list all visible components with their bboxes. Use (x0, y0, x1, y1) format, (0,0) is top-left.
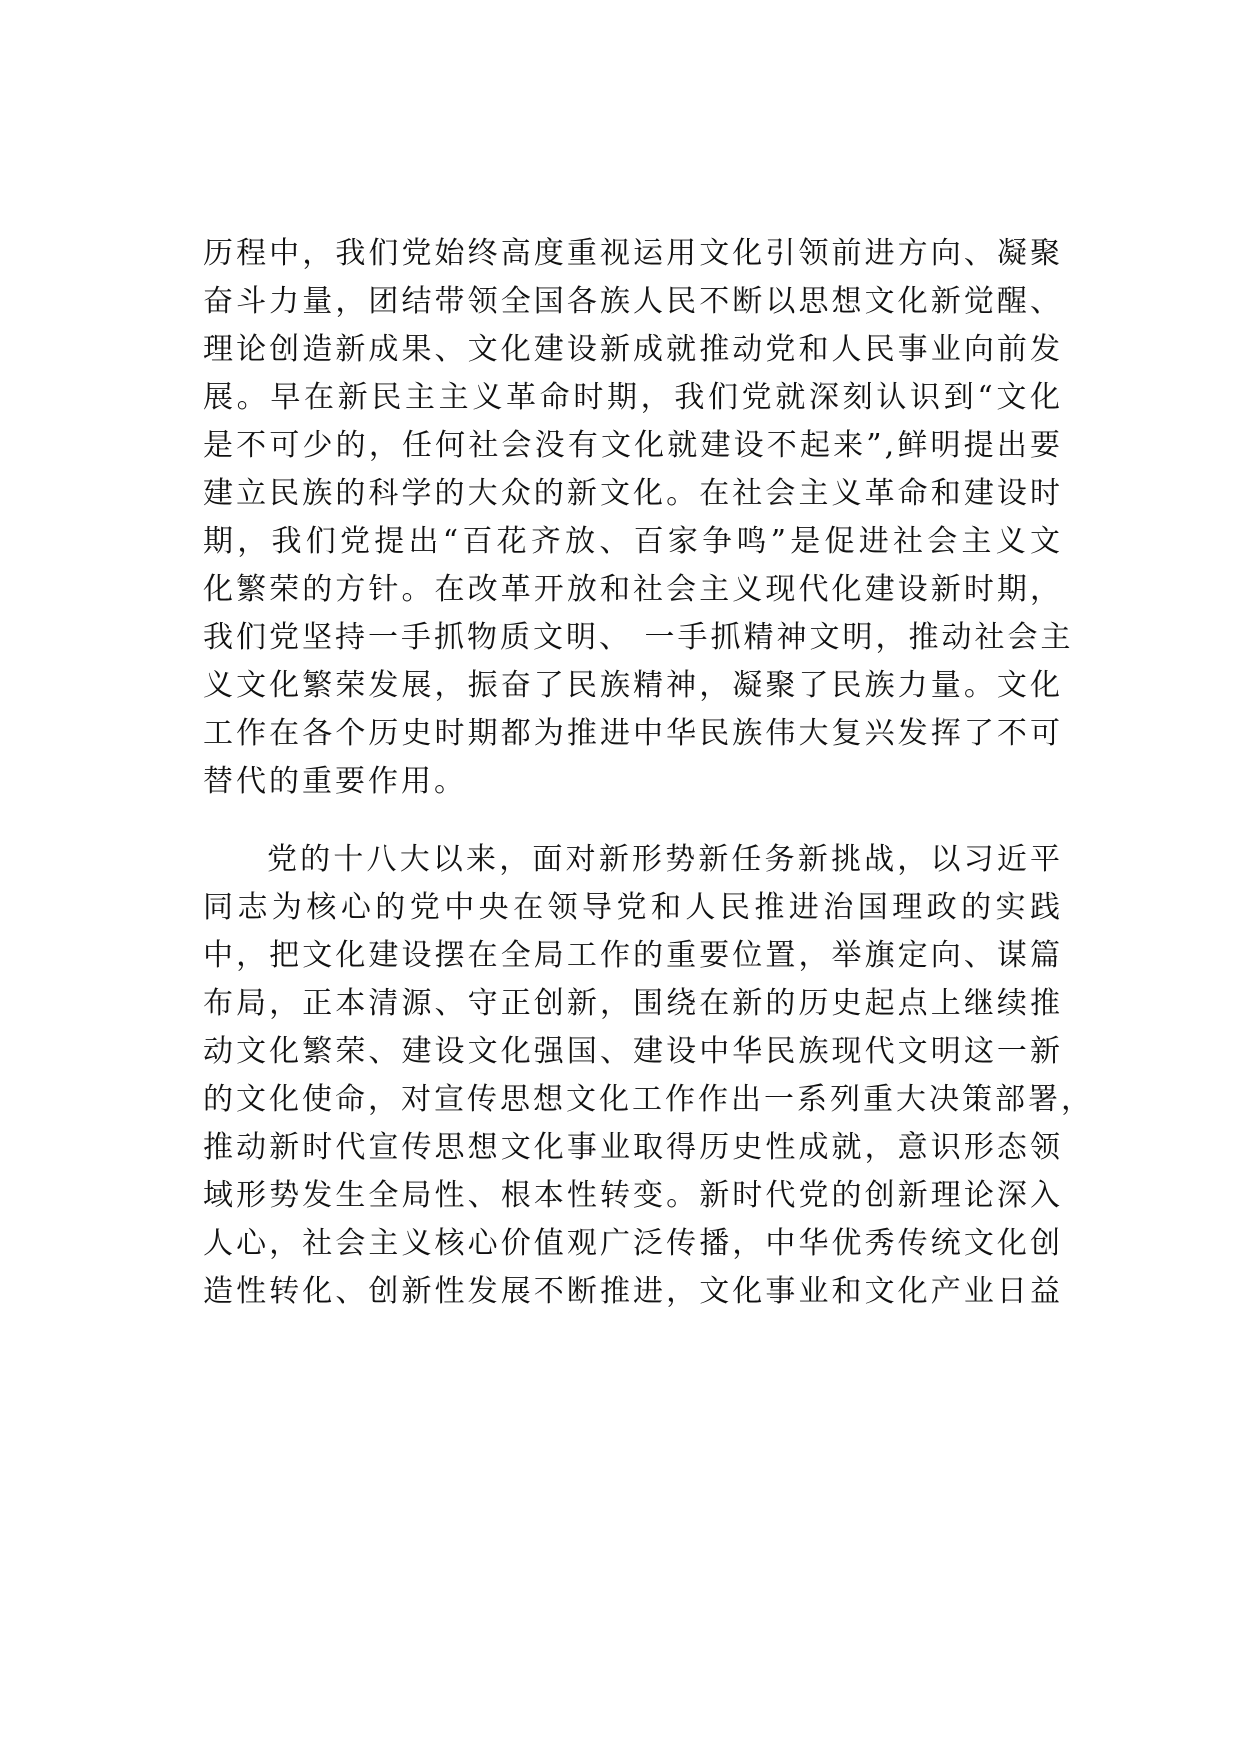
text-line: 推动新时代宣传思想文化事业取得历史性成就，意识形态领 (203, 1130, 1063, 1165)
body-paragraph-2 (203, 836, 1094, 1316)
text-line: 建立民族的科学的大众的新文化。在社会主义革命和建设时 (203, 476, 1063, 511)
text-line: 历程中，我们党始终高度重视运用文化引领前进方向、凝聚 (203, 236, 1063, 271)
text-line: 我们党坚持一手抓物质文明、 一手抓精神文明，推动社会主 (203, 620, 1074, 655)
text-line: 的文化使命，对宣传思想文化工作作出一系列重大决策部署， (203, 1082, 1094, 1117)
text-line: 期，我们党提出“百花齐放、百家争鸣”是促进社会主义文 (203, 524, 1063, 559)
text-line: 展。早在新民主主义革命时期，我们党就深刻认识到“文化 (203, 380, 1063, 415)
body-paragraph-1 (203, 230, 1074, 806)
text-line: 人心，社会主义核心价值观广泛传播，中华优秀传统文化创 (203, 1226, 1063, 1261)
text-line: 义文化繁荣发展，振奋了民族精神，凝聚了民族力量。文化 (203, 668, 1063, 703)
text-line: 同志为核心的党中央在领导党和人民推进治国理政的实践 (203, 890, 1063, 925)
text-line: 动文化繁荣、建设文化强国、建设中华民族现代文明这一新 (203, 1034, 1063, 1069)
text-line: 化繁荣的方针。在改革开放和社会主义现代化建设新时期， (203, 572, 1063, 607)
text-line: 域形势发生全局性、根本性转变。新时代党的创新理论深入 (203, 1178, 1063, 1213)
text-line: 奋斗力量，团结带领全国各族人民不断以思想文化新觉醒、 (203, 284, 1063, 319)
text-line: 理论创造新成果、文化建设新成就推动党和人民事业向前发 (203, 332, 1063, 367)
text-line: 替代的重要作用。 (203, 764, 467, 799)
text-line: 中，把文化建设摆在全局工作的重要位置，举旗定向、谋篇 (203, 938, 1063, 973)
text-line: 党的十八大以来，面对新形势新任务新挑战，以习近平 (267, 842, 1063, 877)
text-line: 布局，正本清源、守正创新，围绕在新的历史起点上继续推 (203, 986, 1063, 1021)
text-line: 工作在各个历史时期都为推进中华民族伟大复兴发挥了不可 (203, 716, 1063, 751)
text-line: 造性转化、创新性发展不断推进，文化事业和文化产业日益 (203, 1274, 1063, 1309)
text-line: 是不可少的，任何社会没有文化就建设不起来”,鲜明提出要 (203, 428, 1063, 463)
